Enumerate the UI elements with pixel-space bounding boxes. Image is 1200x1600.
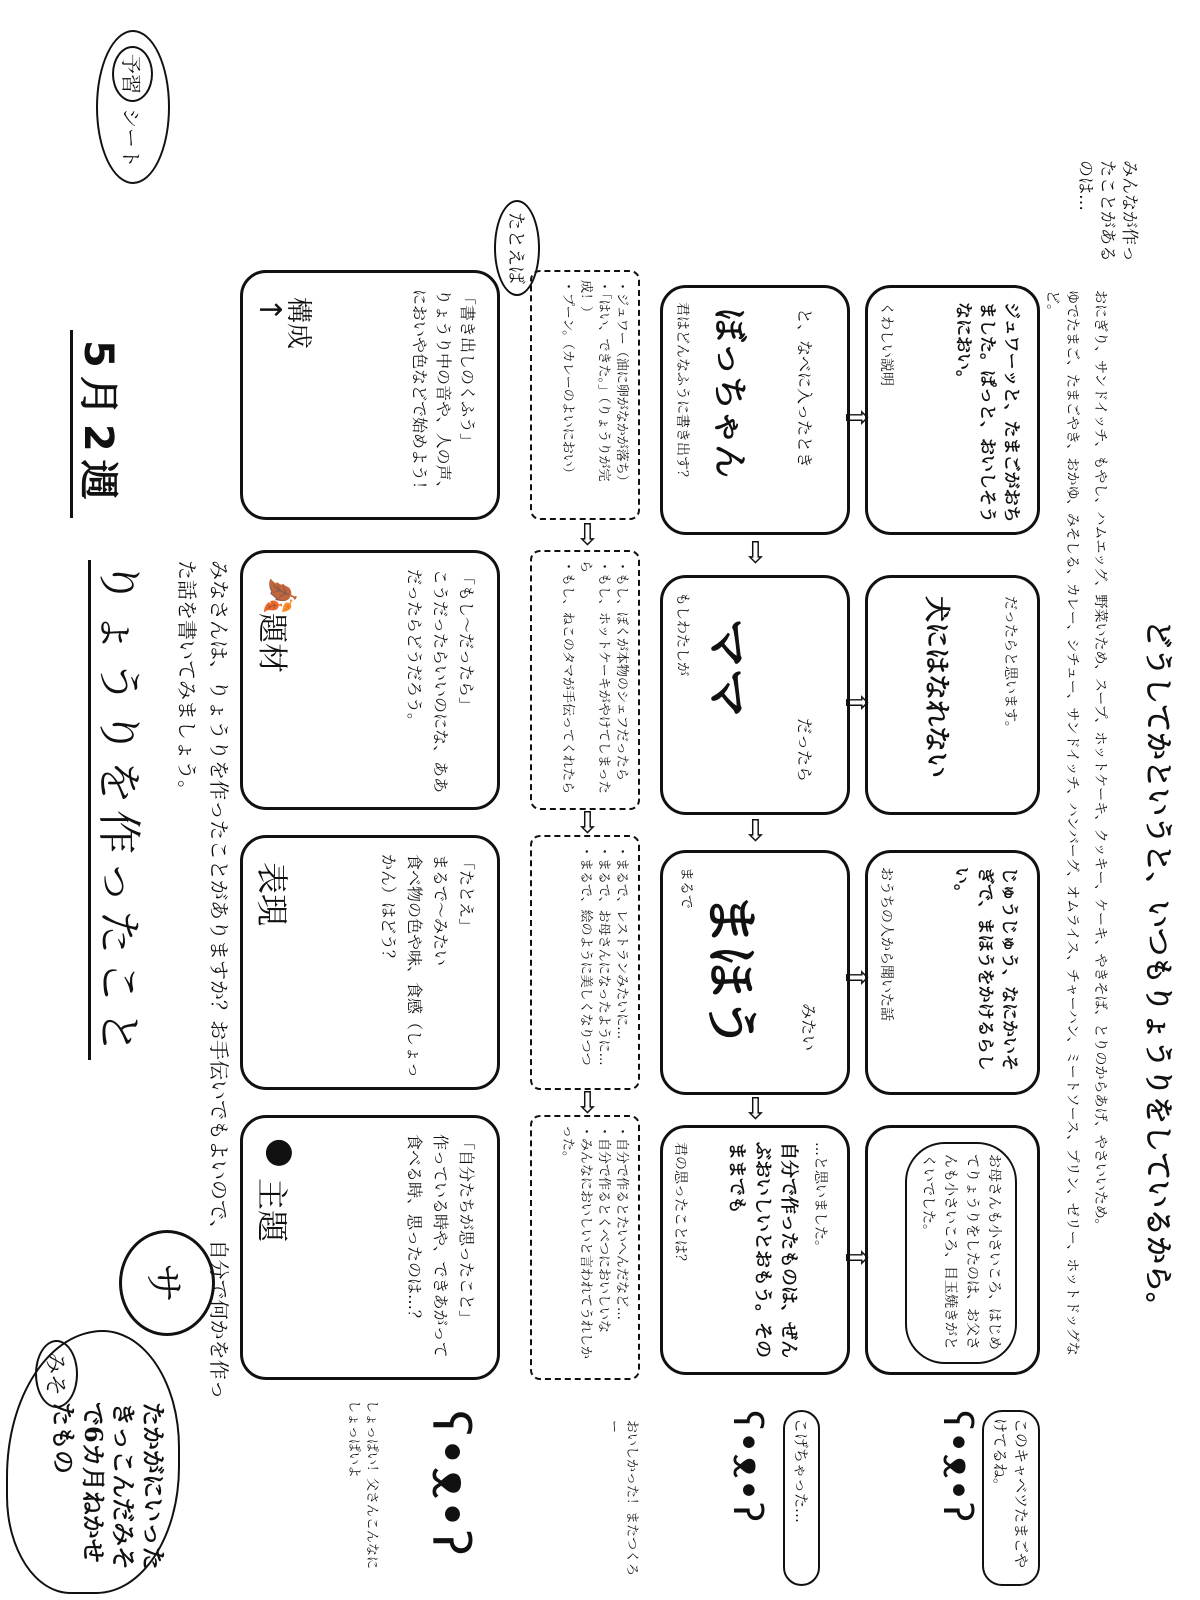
badge: サ (119, 1230, 215, 1336)
answer-question: まるで (678, 867, 694, 909)
kids-comment-2: おいしかった！またつくろー (606, 1420, 639, 1577)
week-label: 5月2週 (70, 330, 130, 518)
arrow-up-icon: ↑ (252, 297, 287, 323)
arrow-up-icon: ⇧ (838, 1245, 873, 1271)
card-shudai (240, 1115, 500, 1380)
arrow-up-icon: ⇧ (838, 405, 873, 431)
example-daizai: ・もし、ぼくが本物のシェフだったら ・もし、ホットケーキがやけてしまったら ・もし、ねこのタマが手伝ってくれたら (530, 550, 640, 810)
bear-icon: ʕ•ᴥ•ʔ (724, 1410, 770, 1523)
detail-shudai (865, 1125, 1040, 1375)
card-body: 「たとえ」 まるで～みたい 食べ物の色や味、食感（しょっかん）はどう？ (379, 854, 476, 1079)
answer-text: まほう (700, 893, 761, 1050)
arrow-up-icon: ⇧ (838, 965, 873, 991)
answer-text: 自分で作ったものは、ぜんぶおいしいとおもう。そのままでも (726, 1142, 799, 1358)
arrow-right-icon: ⇨ (738, 540, 773, 566)
kids-comment-1: しょっぱい！父さんこんなにしょっぱいよ (346, 1400, 379, 1570)
detail-text: 犬にはなれない (921, 596, 951, 779)
sheet-label: シート (119, 108, 144, 168)
card-body: 「自分たちが思ったこと」 作っている時や、できあがって食べる時、思ったのは…？ (405, 1134, 476, 1358)
card-body: 「もし～だったら」 こうだったらいいのにな、ああだったらどうだろう。 (405, 569, 476, 794)
answer-question: 君の思ったことは？ (672, 1142, 688, 1268)
answer-tail: みたい (799, 1003, 818, 1052)
yoshu-label: 予習 (113, 46, 154, 102)
kids-comment-3: こげちゃった… (783, 1410, 820, 1586)
leaf-icon: 🍂 (262, 577, 297, 615)
answer-shudai (660, 1125, 850, 1375)
bear-icon: ʕ•ᴥ•ʔ (934, 1410, 980, 1523)
kids-comment-4: このキャベツたまごやけてるね。 (982, 1410, 1040, 1586)
arrow-right-icon: ⇨ (570, 810, 605, 836)
detail-kosei (865, 285, 1040, 535)
detail-daizai (865, 575, 1040, 815)
answer-tail: と、なべに入ったとき (795, 308, 814, 469)
card-body: 「書き出しのくふう」 りょうり中の音や、人の声、においや色などで始めよう！ (410, 289, 477, 498)
apple-icon: ● (261, 1138, 301, 1168)
card-heading: 表現 (253, 862, 291, 927)
page-title: りょうりを作ったこと (88, 560, 155, 1060)
answer-question: 君はどんなふうに書き出す？ (674, 302, 690, 484)
detail-question: おうちの人から聞いた話 (878, 867, 894, 1021)
guide-label: みんなが作ったことがあるのは… (1075, 160, 1139, 262)
answer-text: ママ (698, 618, 757, 718)
arrow-right-icon: ⇨ (738, 1096, 773, 1122)
answer-text: ぼっちゃん (709, 308, 749, 478)
arrow-right-icon: ⇨ (570, 522, 605, 548)
closing-line: どうしてかというと、いつもりょうりをしているから。 (1142, 620, 1175, 1321)
card-kosei (240, 270, 500, 520)
note-bubble (6, 1330, 180, 1594)
arrow-right-icon: ⇨ (570, 1090, 605, 1116)
example-kosei: ・ジュワー（油に卵がなかが落ち） ・「はい、できた。」（りょうりが完成！） ・プーン。（カレーのよいにおい） (530, 270, 640, 520)
answer-daizai (660, 575, 850, 815)
sheet-badge (96, 30, 170, 184)
note-mark: みそ (35, 1340, 78, 1408)
card-daizai (240, 550, 500, 810)
list-top: ゆでたまご、たまごやき、おかゆ、みそしる、カレー、シチュー、サンドイッチ、ハンバーグ、オムライス、チャーハン、ミートソース、プリン、ゼリー、ホットドッグなど。 (1044, 290, 1080, 1356)
detail-text: じゅうじゅう、なにかいそぎで、まほうをかけるらしい。 (951, 867, 1019, 1071)
detail-text: ジュワーッと、たまごがおちました。ぱっと、おいしそうなにおい。 (953, 302, 1021, 523)
card-heading: 構成 (283, 297, 313, 350)
arrow-right-icon: ⇨ (738, 818, 773, 844)
tatoeba-label: たとえば (494, 200, 540, 296)
detail-hyogen (865, 850, 1040, 1095)
card-heading: 題材 (254, 613, 289, 673)
answer-tail: …と思いました。 (812, 1142, 828, 1254)
card-hyogen (240, 835, 500, 1090)
answer-tail: だったら (795, 718, 814, 783)
arrow-up-icon: ⇧ (838, 690, 873, 716)
detail-tail: だったらと思います。 (1002, 596, 1018, 735)
bear-icon: ʕ•ᴥ•ʔ (420, 1410, 480, 1556)
answer-question: もしわたしが (674, 592, 690, 676)
page-subtitle: みなさんは、りょうりを作ったことがありますか？お手伝いでもよいので、自分で何かを作った話を書いてみましょう。 (175, 560, 231, 1400)
answer-hyogen (660, 850, 850, 1095)
note-text: たかがにいったきっこんだみそで6カ月ねかせたもの (49, 1402, 168, 1570)
answer-kosei (660, 285, 850, 535)
example-shudai: ・自分で作るとたいへんだなど… ・自分で作るとくべつにおいしいな ・みんなにおいしいと言われてうれしかった。 (530, 1115, 640, 1380)
example-hyogen: ・まるで、レストランみたいに… ・まるで、お母さんになったように… ・まるで、絵のように美しくなりつつ (530, 835, 640, 1090)
detail-question: くわしい説明 (878, 302, 894, 386)
card-heading: 主題 (253, 1178, 291, 1243)
list-bottom: おにぎり、サンドイッチ、もやし、ハムエッグ、野菜いため、スープ、ホットケーキ、クッキー、ケーキ、やきそば、とりのからあげ、やさいいため。 (1092, 290, 1108, 1233)
detail-text: お母さんも小さいころ、はじめてりょうりをしたのは、お父さんも小さいころ、目玉焼きがとくいでした。 (905, 1142, 1017, 1364)
